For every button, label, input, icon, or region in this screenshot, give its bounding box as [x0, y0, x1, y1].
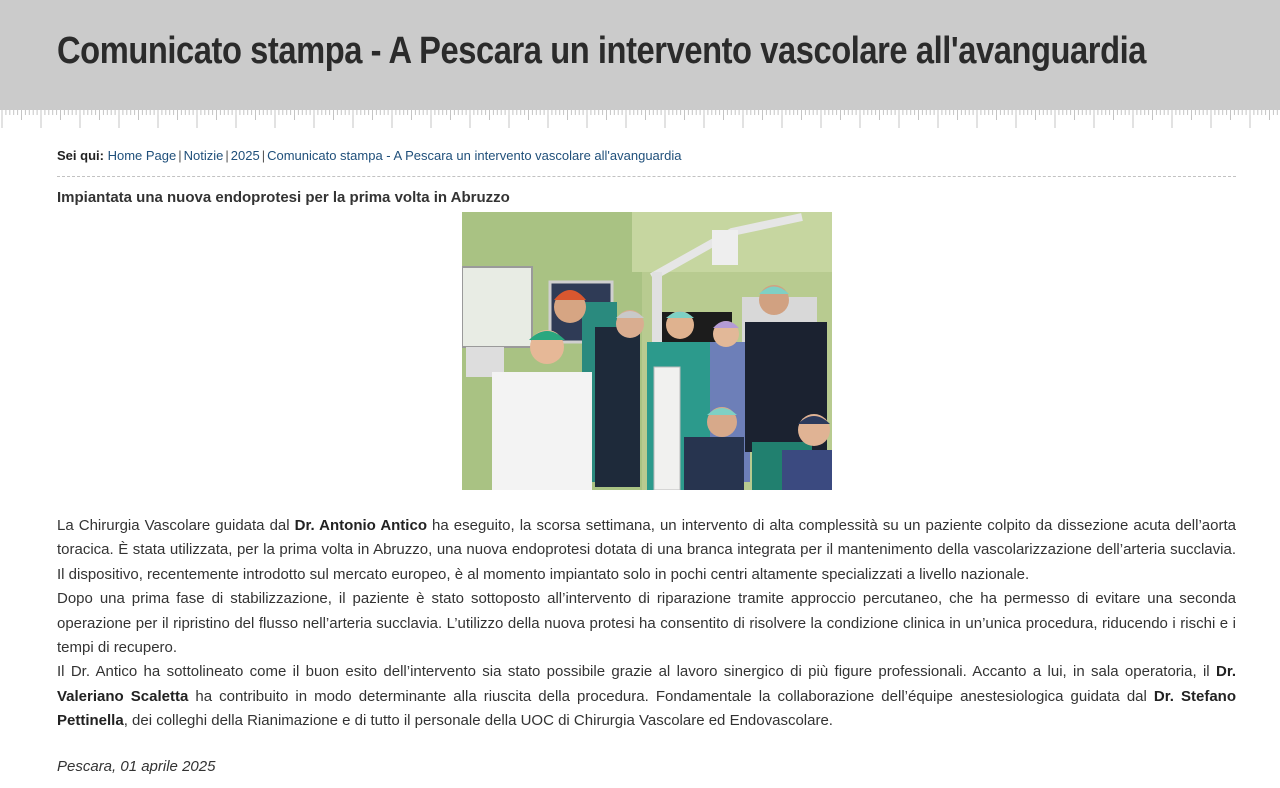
article-photo	[462, 212, 832, 490]
breadcrumb-label: Sei qui:	[57, 148, 104, 163]
breadcrumb-separator: |	[178, 148, 182, 163]
main-content	[57, 148, 1236, 775]
article-paragraph	[57, 660, 1236, 733]
paragraph-text: Il Dr. Antico ha sottolineato come il buon esito dell’intervento sia stato possibile grazie al lavoro sinergico di più figure professionali. Accanto a lui, in sala operatoria, il	[57, 663, 1216, 681]
article-subtitle: Impiantata una nuova endoprotesi per la prima volta in Abruzzo	[57, 189, 510, 206]
paragraph-text: ha contribuito in modo determinante alla riuscita della procedura. Fondamentale la collaborazione dell’équipe anestesiologica guidata dal	[188, 687, 1154, 705]
person-name: Dr. Stefano Pettinella	[57, 687, 1236, 730]
breadcrumb-home-link[interactable]: Home Page	[107, 148, 177, 163]
page-header	[0, 0, 1280, 110]
photo-illustration	[462, 212, 832, 490]
paragraph-text: La Chirurgia Vascolare guidata dal	[57, 517, 295, 534]
breadcrumb-separator: |	[261, 148, 266, 163]
article-paragraph	[57, 514, 1236, 587]
article-dateline: Pescara, 01 aprile 2025	[57, 757, 216, 775]
paragraph-text: ha eseguito, la scorsa settimana, un intervento di alta complessità su un paziente colpito da dissezione acuta dell’aorta toracica. È stata utilizzata, per la prima volta in Abruzzo, una nuova endoprotesi dotata di una branca integrata per il mantenimento della vascolarizzazione dell’arteria succlavia. Il dispositivo, recentemente introdotto sul mercato europeo, è al momento impiantato solo in pochi centri altamente specializzati a livello nazionale.	[57, 517, 1236, 583]
breadcrumb-year-link[interactable]: 2025	[230, 148, 260, 163]
person-name: Dr. Antonio Antico	[294, 517, 427, 534]
ruler-decoration	[0, 110, 1280, 132]
paragraph-text: , dei colleghi della Rianimazione e di tutto il personale della UOC di Chirurgia Vascolare ed Endovascolare.	[123, 712, 833, 730]
breadcrumb	[57, 148, 1236, 163]
breadcrumb-divider	[57, 176, 1236, 177]
breadcrumb-notizie-link[interactable]: Notizie	[183, 148, 224, 163]
breadcrumb-current-link[interactable]: Comunicato stampa - A Pescara un intervento vascolare all'avanguardia	[267, 148, 682, 163]
breadcrumb-separator: |	[225, 148, 229, 163]
ruler-ticks	[0, 110, 1280, 132]
page-title: Comunicato stampa - A Pescara un intervento vascolare all'avanguardia	[57, 30, 1147, 72]
article-paragraph: Dopo una prima fase di stabilizzazione, il paziente è stato sottoposto all’intervento di riparazione tramite approccio percutaneo, che ha permesso di evitare una seconda operazione per il ripristino del flusso nell’arteria succlavia. L’utilizzo della nuova protesi ha consentito di risolvere la condizione clinica in un’unica procedura, riducendo i rischi e i tempi di recupero.	[57, 590, 1236, 657]
article-body	[57, 514, 1236, 734]
person-name: Dr. Valeriano Scaletta	[57, 663, 1236, 705]
